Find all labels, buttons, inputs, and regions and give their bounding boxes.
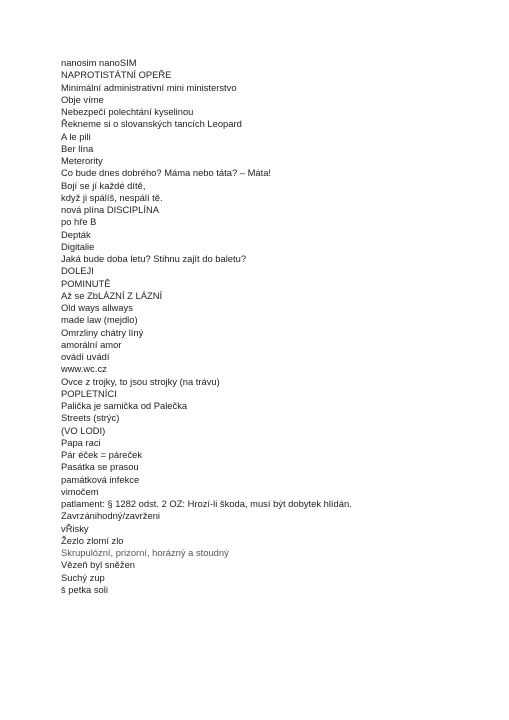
text-line: památková infekce	[61, 473, 140, 485]
text-line: Ber lína	[61, 142, 94, 154]
text-line: DOLEJI	[61, 265, 94, 277]
text-line: patlament: § 1282 odst. 2 OZ: Hrozí-li škoda, musí být dobytek hlídán.	[61, 498, 352, 509]
text-line: vŘisky	[61, 522, 89, 534]
text-line: Co bude dnes dobrého? Máma nebo táta? – Máta!	[61, 167, 272, 179]
text-line: Skrupulózní, prizorní, horázný a stoudný	[61, 547, 229, 558]
text-line: Pár éček = páreček	[61, 449, 143, 460]
text-line: Žezlo zlomí zlo	[61, 534, 124, 546]
text-line: Vězeň byl sněžen	[61, 559, 136, 571]
text-line: Jaká bude doba letu? Stihnu zajít do baletu?	[61, 253, 247, 264]
text-line: Streets (strýc)	[61, 412, 120, 424]
text-line: A le pili	[61, 130, 91, 142]
text-line: Pasátka se prasou	[61, 461, 139, 473]
text-line: Meterority	[61, 155, 103, 166]
text-line: když ji spálíš, nespálí tě.	[61, 191, 163, 203]
text-line: Old ways allways	[61, 302, 133, 313]
text-line: Papa raci	[61, 436, 101, 448]
text-line: Suchý zup	[61, 571, 105, 583]
text-line: Ovce z trojky, to jsou strojky (na trávu)	[61, 375, 220, 387]
text-line: Bojí se jí každé dítě,	[61, 179, 146, 191]
text-line: Řekneme si o slovanských tancích Leopard	[61, 118, 242, 130]
text-line: Digitalie	[61, 240, 95, 252]
text-line: Zavrzánihodný/zavrženi	[61, 510, 161, 522]
text-line: Obje víme	[61, 93, 104, 105]
text-line: amorální amor	[61, 338, 122, 350]
text-line: Minimální administrativní mini ministerstvo	[61, 81, 237, 93]
text-line: made law (mejdlo)	[61, 314, 138, 326]
text-line: www.wc.cz	[61, 363, 107, 375]
text-line: Omrzliny chátry líný	[61, 326, 144, 338]
text-line: nová plína DISCIPLÍNA	[61, 204, 159, 215]
text-line: nanosim nanoSIM	[61, 57, 137, 68]
text-line: (VO LODI)	[61, 424, 106, 436]
text-line: po hře B	[61, 216, 97, 228]
text-line: Až se ZbLÁZNÍ Z LÁZNÍ	[61, 289, 163, 301]
text-line: Depták	[61, 228, 91, 240]
text-lines	[61, 57, 352, 596]
text-line: POPLETNÍCI	[61, 387, 117, 399]
text-line: Palička je samička od Palečka	[61, 400, 188, 411]
text-line: vimočem	[61, 485, 99, 497]
text-line: ovádí uvádí	[61, 351, 110, 362]
text-line: š petka soli	[61, 583, 108, 595]
text-line: NAPROTISTÁTNÍ OPEŘE	[61, 69, 172, 81]
text-line: POMINUTĚ	[61, 277, 111, 289]
text-line: Nebezpečí polechtání kyselinou	[61, 106, 194, 117]
